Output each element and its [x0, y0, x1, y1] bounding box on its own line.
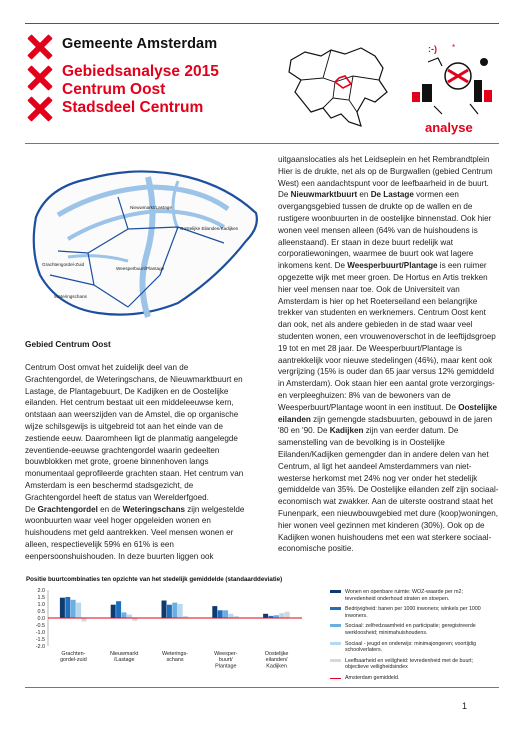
legend-label: Amsterdam gemiddeld. — [345, 675, 400, 681]
y-tick-label: -2.0 — [35, 644, 45, 650]
y-tick-label: 2.0 — [37, 588, 45, 594]
chart-bar — [76, 603, 81, 618]
text-line: woonbuurten waar veel hoger opgeleiden wonen en — [25, 516, 211, 526]
bottom-rule — [25, 687, 499, 688]
legend-swatch — [330, 642, 341, 645]
chart-bar — [167, 605, 172, 618]
text-line: Weesperbuurt/Plantage woont in een instituut. De Oostelijke — [278, 402, 497, 412]
city-cross-icon — [27, 34, 53, 60]
report-title: Gebiedsanalyse 2015 — [62, 63, 219, 80]
org-name: Gemeente Amsterdam — [62, 36, 218, 52]
legend-label: Sociaal: zelfredzaamheid en participatie; geregistreerde werkloosheid; minimahuishoudens. — [345, 623, 476, 636]
text-line: westerse herkomst met 24% nog ver onder het stedelijk — [278, 473, 478, 483]
text-line: monumentaal geprofileerde grachten staan. Het centrum van — [25, 469, 244, 479]
y-tick-label: -0.5 — [35, 623, 45, 629]
map-label-grachtengordel-zuid: Grachtengordel-Zuid — [42, 262, 85, 267]
chart-bar — [285, 612, 290, 618]
text-line: ontstaan aan weerszijden van de Amstel, die op organische — [25, 410, 239, 420]
map-label-oostelijke-eilanden: Oostelijke Eilanden/Kadijken — [180, 226, 239, 231]
city-outline — [289, 48, 387, 126]
x-tick-label: eilanden/ — [265, 657, 288, 664]
y-tick-label: -1.5 — [35, 637, 45, 643]
text-line: De Nieuwmarktbuurt en De Lastage vormen een — [278, 190, 459, 200]
chart-bar — [223, 610, 228, 618]
legend-swatch — [330, 607, 341, 610]
x-tick-label: Kadijken — [266, 663, 287, 670]
area-comparison-chart — [24, 584, 306, 684]
chart-bar — [162, 601, 167, 619]
chart-bar — [263, 614, 268, 618]
text-line: studenten wonen, een vrouwenoverschot in de leeftijdsgroep — [278, 331, 496, 341]
text-line: en verpleeghuizen: 8% van de bewoners van de — [278, 390, 451, 400]
text-line: economisch wat zwakker. Aan de uiterste oostrand staat het — [278, 497, 494, 507]
legend-label: Sociaal - jeugd en onderwijs: minimajongeren; voortijdig schoolverlaters. — [345, 640, 477, 654]
text-line: economische positie. — [278, 544, 354, 554]
x-tick-label: Plantage — [215, 663, 237, 670]
legend-label: Bedrijvigheid: banen per 1000 inwoners; winkels per 1000 inwoners. — [345, 606, 481, 619]
text-line: bouwblokken met grote, groene binnenhoven langs — [25, 457, 209, 467]
x-tick-label: schans — [166, 657, 184, 664]
chart-bar — [279, 613, 284, 618]
map-label-weteringschans: Weteringschans — [54, 294, 87, 299]
chart-bar — [116, 601, 121, 618]
chart-legend — [330, 589, 500, 684]
text-line: Hier is de drukte, net als op de Burgwallen (gebied Centrum — [278, 166, 493, 176]
text-line: Lastage, de Plantagebuurt, De Kadijken en de Oostelijke — [25, 386, 229, 396]
map-label-weesperbuurt: Weesperbuurt/Plantage — [116, 266, 165, 271]
x-tick-label: Weterings- — [162, 651, 188, 657]
text-line: trekker van studenten en werknemers. Centrum Oost kent — [278, 308, 486, 318]
text-line: corporatiewoningen, waarmee de buurt ook wat lagere — [278, 249, 474, 259]
left-column-text — [25, 362, 270, 563]
text-line: alleenstaand). Er staan in deze buurt redelijk wat — [278, 237, 454, 247]
text-line: Centrum Oost omvat het zuidelijk deel van de — [25, 363, 189, 372]
city-cross-icon — [27, 96, 53, 122]
x-tick-label: Grachten- — [61, 651, 86, 657]
text-line: huishoudens met geld aantrekken. Veel mensen wonen er — [25, 528, 234, 538]
x-tick-label: Nieuwmarkt — [109, 651, 139, 657]
legend-swatch — [330, 590, 341, 593]
chart-bar — [82, 618, 87, 622]
text-line: West) een aandachtspunt voor de leefbaarheid in de buurt. — [278, 178, 489, 188]
text-line: overgangsgebied tussen de drukte op de wallen en de — [278, 202, 473, 212]
text-line: dan ook, net als andere gebieden in de stad waar veel — [278, 320, 473, 330]
text-line: zestiende eeuw. Daaromheen ligt de planmatig aangelegde — [25, 433, 238, 443]
legend-label: Leefbaarheid en veiligheid: tevredenheid met de buurt; objectieve veiligheidsindex — [345, 657, 474, 671]
area-title: Centrum Oost — [62, 81, 166, 98]
city-cross-icon — [27, 65, 53, 91]
text-line: '80 en '90. De Kadijken zijn van eerder datum. De — [278, 426, 459, 436]
chart-bar — [218, 610, 223, 618]
svg-text:*: * — [452, 43, 456, 52]
text-line: wonen veel mensen alleen (64% van de huishoudens is — [278, 225, 478, 235]
text-line: samenstelling van de bevolking is in Oostelijke — [278, 438, 445, 448]
chart-bar — [212, 606, 217, 618]
text-line: Funenpark, een nieuwbouwgebied met dure (koop)woningen, — [278, 508, 499, 518]
map-label-nieuwmarkt: Nieuwmarkt/Lastage — [130, 205, 172, 210]
text-line: Kadijken wonen huishoudens met een wat sterkere sociaal- — [278, 532, 492, 542]
text-line: in Amsterdam). Ook staan hier een aantal grote verzorgings- — [278, 379, 495, 389]
page-number: 1 — [462, 701, 468, 711]
text-line: gemiddelde van 35%. De Oostelijke eilanden zelf zijn sociaal- — [278, 485, 499, 495]
chart-bar — [178, 604, 183, 618]
text-line: 19 tot en met 28 jaar. De Weesperbuurt/Plantage is — [278, 343, 462, 353]
y-tick-label: 1.5 — [37, 595, 45, 601]
right-column-text — [278, 154, 502, 555]
legend-swatch — [330, 659, 341, 662]
text-line: De Grachtengordel en de Weteringschans zijn welgestelde — [25, 504, 245, 514]
chart-bar — [60, 598, 65, 618]
y-tick-label: 0.0 — [37, 616, 45, 622]
text-line: eenpersoonshuishouden. In deze buurten liggen ook — [25, 551, 214, 561]
text-line: Amsterdam is een beschermd stadsgezicht, de — [25, 480, 194, 490]
text-line: eilanden. Het centrum bestaat uit een middeleeuwse kern, — [25, 398, 234, 408]
analyse-label: analyse — [425, 120, 473, 135]
text-line: hier veel mensen naar toe. Ook de Universiteit van — [278, 284, 460, 294]
text-line: vergrijzing (15% is ouder dan 65 jaar versus 12% gemiddeld — [278, 367, 494, 377]
analyse-illustration — [408, 40, 496, 118]
text-line: uitgaanslocaties als het Leidseplein en het Rembrandtplein — [278, 155, 490, 164]
district-title: Stadsdeel Centrum — [62, 99, 204, 116]
text-line: Eilanden/Kadijken gemengder dan in andere delen van het — [278, 449, 489, 459]
text-line: Grachtengordel heeft de status van Werelderfgoed. — [25, 492, 209, 502]
text-line: eilanden zijn gemengde stadsbuurten, gebouwd in de jaren — [278, 414, 493, 424]
y-tick-label: -1.0 — [35, 630, 45, 636]
chart-bar — [172, 603, 177, 618]
legend-swatch — [330, 624, 341, 627]
legend-label: Wonen en openbare ruimte: WOZ-waarde per m2; tevredenheid onderhoud straten en stoepen. — [345, 589, 463, 602]
section-title: Gebied Centrum Oost — [25, 339, 111, 349]
y-tick-label: 0.5 — [37, 609, 45, 615]
chart-bar — [229, 614, 234, 618]
text-line: wijze schilsgewijs is uitgebreid tot aan het einde van de — [25, 421, 223, 431]
chart-bar — [65, 597, 70, 618]
x-tick-label: gordel-zuid — [60, 657, 87, 664]
chart-bar — [111, 605, 116, 618]
legend-swatch — [330, 678, 341, 679]
x-tick-label: buurt/ — [218, 657, 233, 664]
x-tick-label: Oostelijke — [264, 651, 289, 657]
text-line: inkomens kent. De Weesperbuurt/Plantage is een ruimer — [278, 261, 487, 271]
chart-bar — [127, 615, 132, 619]
text-line: Grachtengordel, de Weteringschans, de Nieuwmarktbuurt en — [25, 374, 243, 384]
top-rule — [25, 23, 499, 24]
text-line: hier wonen veel gezinnen met kinderen (30%). Ook op de — [278, 520, 485, 530]
text-line: Amsterdam is hier op het Roeterseiland een belangrijke — [278, 296, 478, 306]
text-line: opgezette wijk met meer groen. De Hortus en Artis trekken — [278, 272, 488, 282]
svg-text::-): :-) — [428, 44, 437, 54]
x-tick-label: Weesper- — [214, 651, 238, 657]
header-rule — [25, 143, 499, 144]
chart-title: Positie buurtcombinaties ten opzichte van het stedelijk gemiddelde (standaarddeviatie) — [26, 576, 283, 583]
city-overview-map — [283, 42, 395, 132]
area-map — [28, 157, 264, 325]
chart-bar — [71, 600, 76, 618]
text-line: zeventiende-eeuwse grachtengordel waarin gedeelten — [25, 445, 220, 455]
text-line: aantrekkelijk voor nieuwe stedelingen (46%), maar kent ook — [278, 355, 493, 365]
x-tick-label: /Lastage — [113, 657, 135, 664]
text-line: alleen, respectievelijk 59% en 61% is een — [25, 539, 174, 549]
text-line: Centrum, al ligt het aandeel Amsterdammers van niet- — [278, 461, 472, 471]
chart-bar — [122, 612, 127, 618]
text-line: rustigere woonbuurten in de oostelijke binnenstad. Ook hier — [278, 213, 492, 223]
y-tick-label: 1.0 — [37, 602, 45, 608]
